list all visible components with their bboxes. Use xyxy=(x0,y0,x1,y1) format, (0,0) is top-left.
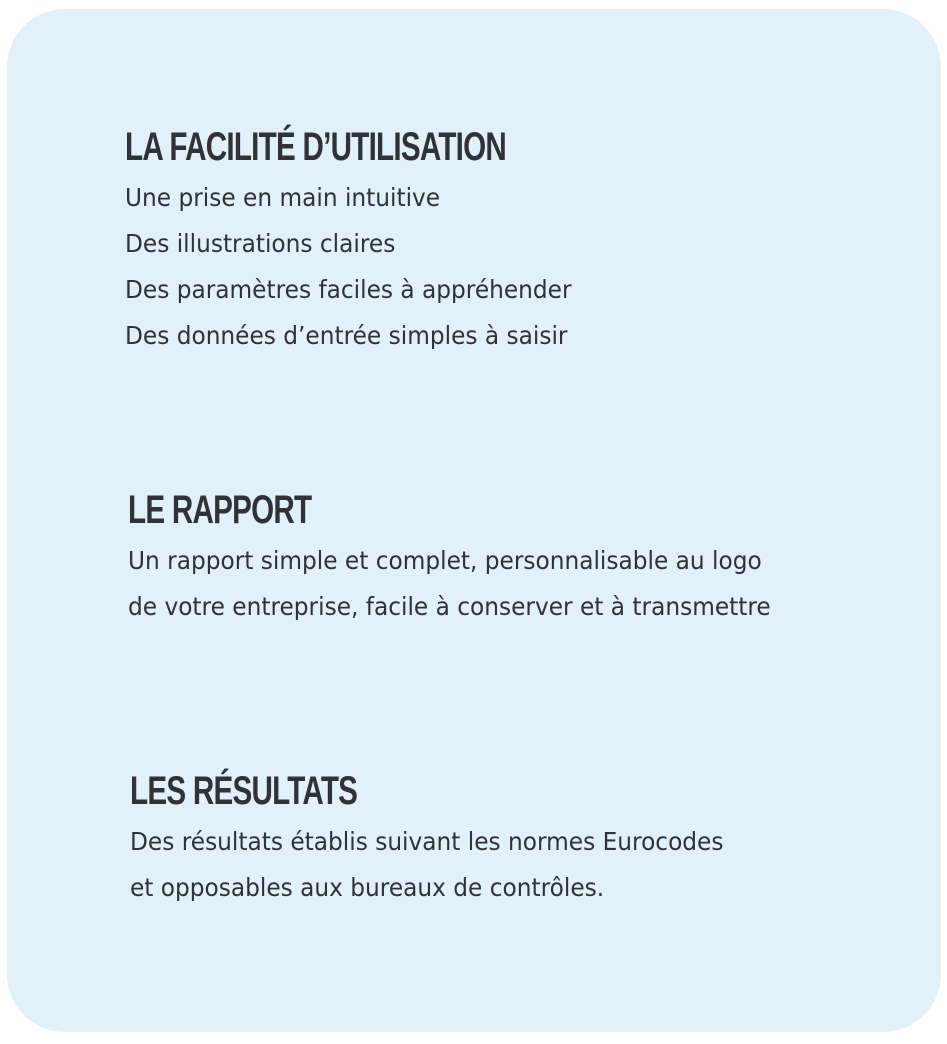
section-body xyxy=(130,819,768,911)
body-line: de votre entreprise, facile à conserver et à transmettre xyxy=(128,592,771,621)
section-results xyxy=(130,769,768,911)
section-title: LE RAPPORT xyxy=(128,488,312,532)
section-body xyxy=(128,538,819,630)
body-line: Des paramètres faciles à appréhender xyxy=(125,275,572,304)
body-line: Des résultats établis suivant les normes Eurocodes xyxy=(130,827,724,856)
body-line: Des illustrations claires xyxy=(125,229,396,258)
body-line: Une prise en main intuitive xyxy=(125,183,441,212)
section-title: LA FACILITÉ D’UTILISATION xyxy=(125,125,507,169)
feature-card xyxy=(7,9,941,1032)
section-ease-of-use xyxy=(125,125,640,359)
body-line: et opposables aux bureaux de contrôles. xyxy=(130,873,605,902)
section-title: LES RÉSULTATS xyxy=(130,769,358,813)
section-report xyxy=(128,488,819,630)
body-line: Un rapport simple et complet, personnalisable au logo xyxy=(128,546,762,575)
section-body xyxy=(125,175,640,359)
body-line: Des données d’entrée simples à saisir xyxy=(125,321,568,350)
